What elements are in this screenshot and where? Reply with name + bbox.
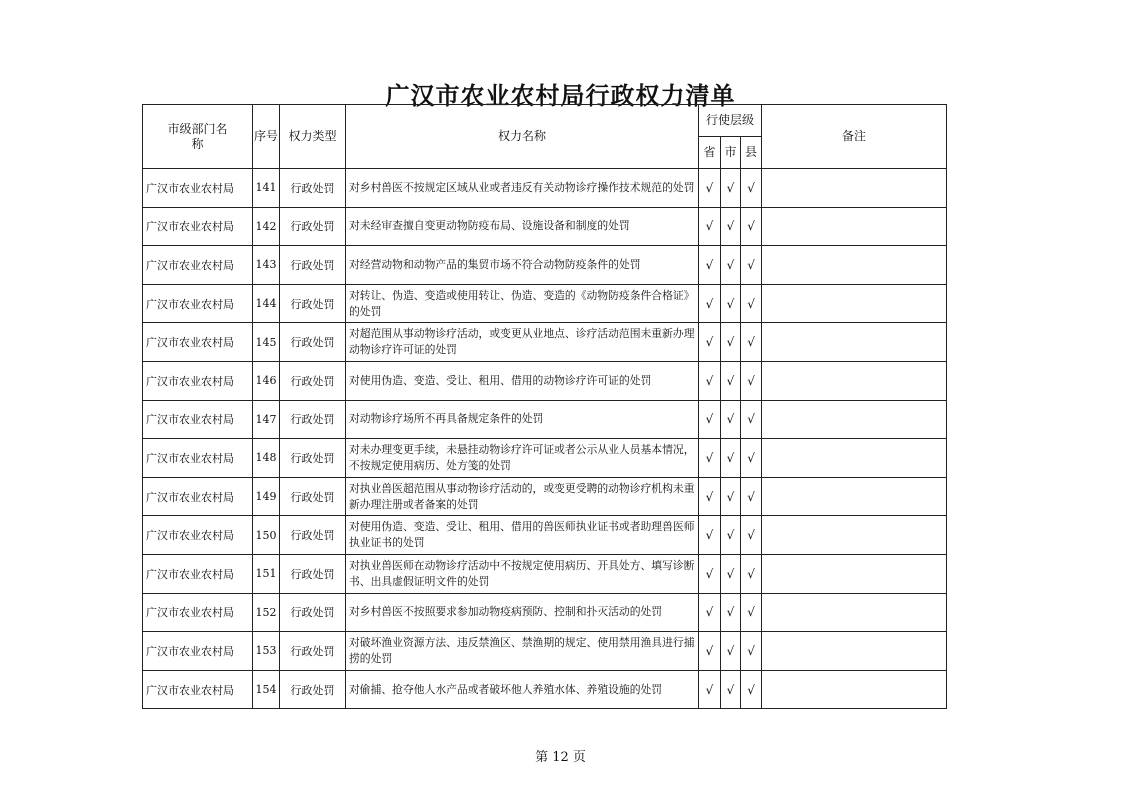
cell-county: √	[741, 284, 762, 323]
table-row	[143, 593, 947, 632]
cell-city: √	[721, 632, 741, 671]
cell-dept: 广汉市农业农村局	[143, 670, 253, 709]
header-province: 省	[699, 137, 721, 169]
cell-city: √	[721, 516, 741, 555]
cell-name: 对未办理变更手续，未悬挂动物诊疗许可证或者公示从业人员基本情况，不按规定使用病历、处方笺的处罚	[346, 439, 699, 478]
cell-province: √	[699, 516, 721, 555]
cell-province: √	[699, 439, 721, 478]
header-level: 行使层级	[699, 105, 762, 137]
cell-province: √	[699, 246, 721, 285]
header-num: 序号	[253, 105, 280, 169]
cell-county: √	[741, 323, 762, 362]
cell-num: 145	[253, 323, 280, 362]
cell-note	[762, 400, 947, 439]
cell-num: 152	[253, 593, 280, 632]
cell-county: √	[741, 670, 762, 709]
cell-city: √	[721, 246, 741, 285]
cell-num: 147	[253, 400, 280, 439]
cell-note	[762, 670, 947, 709]
cell-name: 对使用伪造、变造、受让、租用、借用的动物诊疗许可证的处罚	[346, 361, 699, 400]
table-row	[143, 439, 947, 478]
cell-province: √	[699, 554, 721, 593]
cell-dept: 广汉市农业农村局	[143, 284, 253, 323]
table-body	[143, 169, 947, 709]
cell-name: 对乡村兽医不按规定区域从业或者违反有关动物诊疗操作技术规范的处罚	[346, 169, 699, 208]
cell-type: 行政处罚	[280, 670, 346, 709]
cell-dept: 广汉市农业农村局	[143, 207, 253, 246]
cell-name: 对执业兽医超范围从事动物诊疗活动的，或变更受聘的动物诊疗机构未重新办理注册或者备案的处罚	[346, 477, 699, 516]
cell-city: √	[721, 207, 741, 246]
table-row	[143, 207, 947, 246]
cell-county: √	[741, 207, 762, 246]
cell-name: 对破坏渔业资源方法、违反禁渔区、禁渔期的规定、使用禁用渔具进行捕捞的处罚	[346, 632, 699, 671]
cell-province: √	[699, 284, 721, 323]
cell-note	[762, 169, 947, 208]
cell-city: √	[721, 323, 741, 362]
cell-province: √	[699, 207, 721, 246]
cell-dept: 广汉市农业农村局	[143, 361, 253, 400]
cell-type: 行政处罚	[280, 246, 346, 285]
cell-county: √	[741, 477, 762, 516]
cell-county: √	[741, 361, 762, 400]
cell-province: √	[699, 169, 721, 208]
cell-city: √	[721, 361, 741, 400]
cell-note	[762, 361, 947, 400]
cell-dept: 广汉市农业农村局	[143, 439, 253, 478]
table-row	[143, 632, 947, 671]
cell-note	[762, 632, 947, 671]
cell-type: 行政处罚	[280, 593, 346, 632]
table-row	[143, 554, 947, 593]
header-city: 市	[721, 137, 741, 169]
cell-dept: 广汉市农业农村局	[143, 323, 253, 362]
cell-num: 153	[253, 632, 280, 671]
cell-type: 行政处罚	[280, 323, 346, 362]
cell-num: 149	[253, 477, 280, 516]
header-county: 县	[741, 137, 762, 169]
cell-type: 行政处罚	[280, 516, 346, 555]
cell-county: √	[741, 169, 762, 208]
cell-county: √	[741, 554, 762, 593]
cell-province: √	[699, 670, 721, 709]
cell-name: 对偷捕、抢夺他人水产品或者破坏他人养殖水体、养殖设施的处罚	[346, 670, 699, 709]
cell-num: 151	[253, 554, 280, 593]
document-title: 广汉市农业农村局行政权力清单	[385, 82, 736, 110]
table-row	[143, 516, 947, 555]
cell-county: √	[741, 593, 762, 632]
cell-city: √	[721, 439, 741, 478]
cell-dept: 广汉市农业农村局	[143, 400, 253, 439]
cell-type: 行政处罚	[280, 400, 346, 439]
cell-county: √	[741, 439, 762, 478]
cell-city: √	[721, 477, 741, 516]
header-name: 权力名称	[346, 105, 699, 169]
cell-county: √	[741, 400, 762, 439]
cell-num: 150	[253, 516, 280, 555]
cell-type: 行政处罚	[280, 169, 346, 208]
cell-province: √	[699, 632, 721, 671]
cell-type: 行政处罚	[280, 632, 346, 671]
cell-type: 行政处罚	[280, 361, 346, 400]
cell-city: √	[721, 670, 741, 709]
cell-num: 144	[253, 284, 280, 323]
table-row	[143, 284, 947, 323]
cell-type: 行政处罚	[280, 477, 346, 516]
table-row	[143, 323, 947, 362]
cell-province: √	[699, 361, 721, 400]
cell-city: √	[721, 554, 741, 593]
cell-type: 行政处罚	[280, 284, 346, 323]
cell-num: 154	[253, 670, 280, 709]
cell-name: 对乡村兽医不按照要求参加动物疫病预防、控制和扑灭活动的处罚	[346, 593, 699, 632]
cell-dept: 广汉市农业农村局	[143, 169, 253, 208]
header-dept-label: 市级部门名称	[167, 121, 228, 151]
cell-note	[762, 593, 947, 632]
cell-note	[762, 207, 947, 246]
cell-note	[762, 439, 947, 478]
cell-city: √	[721, 593, 741, 632]
cell-name: 对超范围从事动物诊疗活动，或变更从业地点、诊疗活动范围未重新办理动物诊疗许可证的处罚	[346, 323, 699, 362]
cell-dept: 广汉市农业农村局	[143, 554, 253, 593]
page-number: 第 12 页	[535, 750, 586, 765]
cell-city: √	[721, 400, 741, 439]
cell-province: √	[699, 593, 721, 632]
cell-type: 行政处罚	[280, 439, 346, 478]
cell-county: √	[741, 516, 762, 555]
cell-province: √	[699, 477, 721, 516]
cell-name: 对未经审查擅自变更动物防疫布局、设施设备和制度的处罚	[346, 207, 699, 246]
cell-county: √	[741, 246, 762, 285]
cell-num: 143	[253, 246, 280, 285]
cell-province: √	[699, 323, 721, 362]
cell-note	[762, 477, 947, 516]
cell-name: 对动物诊疗场所不再具备规定条件的处罚	[346, 400, 699, 439]
cell-dept: 广汉市农业农村局	[143, 477, 253, 516]
cell-dept: 广汉市农业农村局	[143, 246, 253, 285]
cell-name: 对执业兽医师在动物诊疗活动中不按规定使用病历、开具处方、填写诊断书、出具虚假证明文件的处罚	[346, 554, 699, 593]
cell-city: √	[721, 284, 741, 323]
cell-dept: 广汉市农业农村局	[143, 632, 253, 671]
cell-note	[762, 284, 947, 323]
table-row	[143, 670, 947, 709]
cell-note	[762, 246, 947, 285]
table-header	[143, 105, 947, 169]
cell-name: 对转让、伪造、变造或使用转让、伪造、变造的《动物防疫条件合格证》的处罚	[346, 284, 699, 323]
cell-type: 行政处罚	[280, 554, 346, 593]
cell-num: 142	[253, 207, 280, 246]
table-row	[143, 400, 947, 439]
cell-note	[762, 516, 947, 555]
power-list-table	[142, 104, 947, 709]
cell-num: 141	[253, 169, 280, 208]
cell-name: 对经营动物和动物产品的集贸市场不符合动物防疫条件的处罚	[346, 246, 699, 285]
cell-province: √	[699, 400, 721, 439]
header-type: 权力类型	[280, 105, 346, 169]
cell-dept: 广汉市农业农村局	[143, 593, 253, 632]
header-dept	[143, 105, 253, 169]
cell-note	[762, 323, 947, 362]
cell-name: 对使用伪造、变造、受让、租用、借用的兽医师执业证书或者助理兽医师执业证书的处罚	[346, 516, 699, 555]
cell-type: 行政处罚	[280, 207, 346, 246]
cell-num: 148	[253, 439, 280, 478]
table-row	[143, 477, 947, 516]
cell-city: √	[721, 169, 741, 208]
cell-dept: 广汉市农业农村局	[143, 516, 253, 555]
cell-note	[762, 554, 947, 593]
header-note: 备注	[762, 105, 947, 169]
table-row	[143, 169, 947, 208]
cell-num: 146	[253, 361, 280, 400]
table-row	[143, 246, 947, 285]
cell-county: √	[741, 632, 762, 671]
table-row	[143, 361, 947, 400]
